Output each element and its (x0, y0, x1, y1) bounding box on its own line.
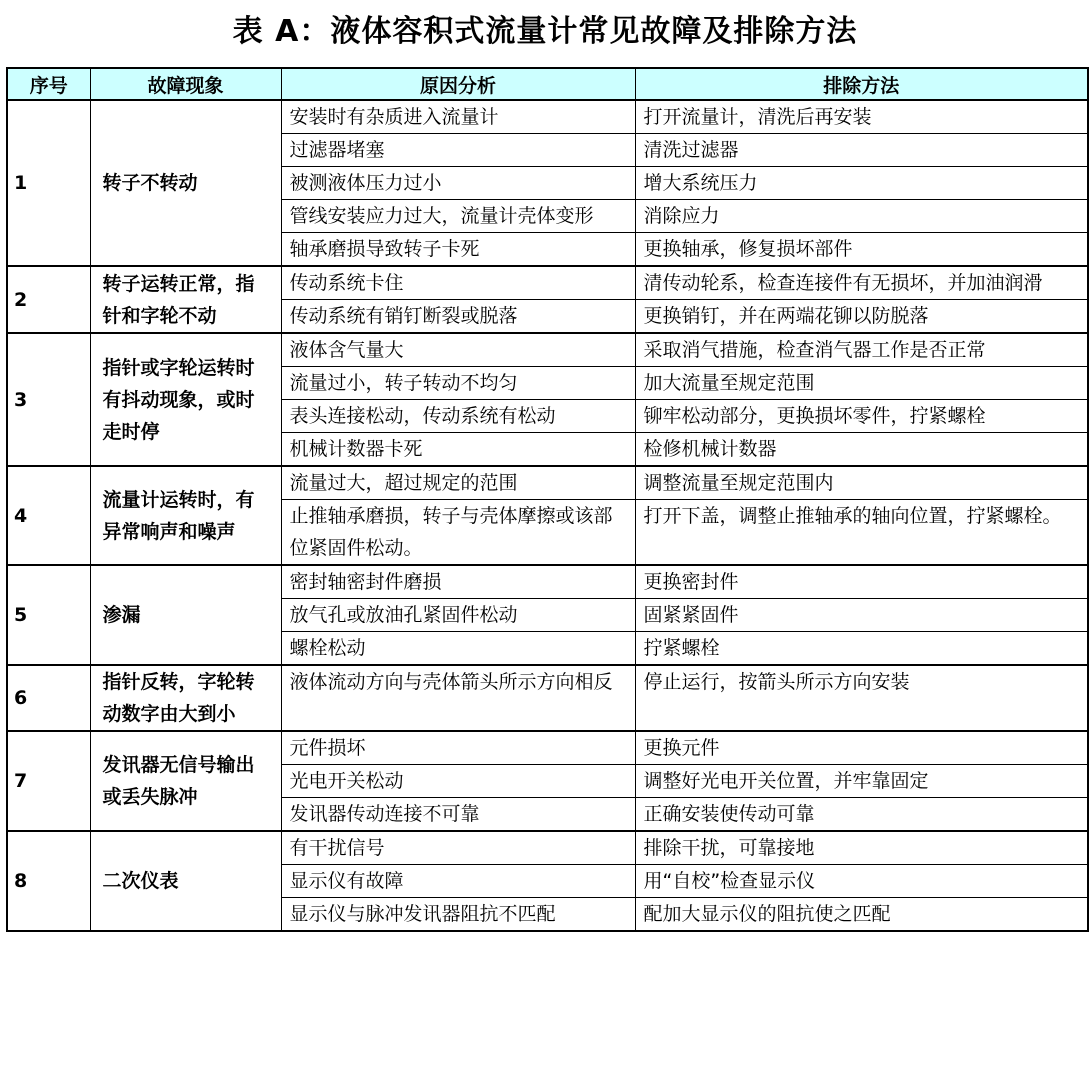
fault-table (6, 67, 1089, 932)
header-seq: 序号 (7, 68, 90, 100)
fix-cell: 调整流量至规定范围内 (635, 466, 1088, 500)
fault-symptom: 转子运转正常，指针和字轮不动 (90, 266, 281, 333)
fault-number: 8 (7, 831, 90, 931)
fault-number: 4 (7, 466, 90, 565)
cause-cell: 轴承磨损导致转子卡死 (281, 233, 635, 267)
fault-number: 2 (7, 266, 90, 333)
cause-cell: 管线安装应力过大，流量计壳体变形 (281, 200, 635, 233)
table-row (7, 333, 1088, 367)
fix-cell: 打开下盖，调整止推轴承的轴向位置，拧紧螺栓。 (635, 500, 1088, 566)
fix-cell: 正确安装使传动可靠 (635, 798, 1088, 832)
cause-cell: 元件损坏 (281, 731, 635, 765)
fault-number: 5 (7, 565, 90, 665)
header-fix: 排除方法 (635, 68, 1088, 100)
cause-cell: 放气孔或放油孔紧固件松动 (281, 599, 635, 632)
cause-cell: 发讯器传动连接不可靠 (281, 798, 635, 832)
cause-cell: 液体流动方向与壳体箭头所示方向相反 (281, 665, 635, 731)
fault-number: 7 (7, 731, 90, 831)
fault-number: 6 (7, 665, 90, 731)
table-header-row (7, 68, 1088, 100)
cause-cell: 光电开关松动 (281, 765, 635, 798)
table-row (7, 831, 1088, 865)
cause-cell: 密封轴密封件磨损 (281, 565, 635, 599)
cause-cell: 过滤器堵塞 (281, 134, 635, 167)
fix-cell: 配加大显示仪的阻抗使之匹配 (635, 898, 1088, 932)
fix-cell: 调整好光电开关位置，并牢靠固定 (635, 765, 1088, 798)
fault-symptom: 转子不转动 (90, 100, 281, 266)
fix-cell: 更换轴承，修复损坏部件 (635, 233, 1088, 267)
fault-symptom: 渗漏 (90, 565, 281, 665)
cause-cell: 流量过小，转子转动不均匀 (281, 367, 635, 400)
table-row (7, 466, 1088, 500)
fix-cell: 增大系统压力 (635, 167, 1088, 200)
cause-cell: 流量过大，超过规定的范围 (281, 466, 635, 500)
cause-cell: 机械计数器卡死 (281, 433, 635, 467)
fix-cell: 消除应力 (635, 200, 1088, 233)
fix-cell: 排除干扰，可靠接地 (635, 831, 1088, 865)
cause-cell: 显示仪与脉冲发讯器阻抗不匹配 (281, 898, 635, 932)
table-row (7, 565, 1088, 599)
fix-cell: 更换销钉，并在两端花铆以防脱落 (635, 300, 1088, 334)
cause-cell: 表头连接松动，传动系统有松动 (281, 400, 635, 433)
fault-number: 3 (7, 333, 90, 466)
table-row (7, 266, 1088, 300)
cause-cell: 安装时有杂质进入流量计 (281, 100, 635, 134)
header-cause: 原因分析 (281, 68, 635, 100)
fix-cell: 固紧紧固件 (635, 599, 1088, 632)
cause-cell: 液体含气量大 (281, 333, 635, 367)
cause-cell: 显示仪有故障 (281, 865, 635, 898)
fault-symptom: 二次仪表 (90, 831, 281, 931)
fault-symptom: 指针或字轮运转时有抖动现象，或时走时停 (90, 333, 281, 466)
cause-cell: 有干扰信号 (281, 831, 635, 865)
fix-cell: 拧紧螺栓 (635, 632, 1088, 666)
fix-cell: 铆牢松动部分，更换损坏零件，拧紧螺栓 (635, 400, 1088, 433)
page-title: 表 A：液体容积式流量计常见故障及排除方法 (232, 14, 858, 49)
table-row (7, 665, 1088, 731)
cause-cell: 止推轴承磨损，转子与壳体摩擦或该部位紧固件松动。 (281, 500, 635, 566)
fix-cell: 用“自校”检查显示仪 (635, 865, 1088, 898)
fix-cell: 清传动轮系，检查连接件有无损坏，并加油润滑 (635, 266, 1088, 300)
fix-cell: 清洗过滤器 (635, 134, 1088, 167)
fault-symptom: 发讯器无信号输出或丢失脉冲 (90, 731, 281, 831)
fix-cell: 加大流量至规定范围 (635, 367, 1088, 400)
fix-cell: 检修机械计数器 (635, 433, 1088, 467)
fix-cell: 停止运行，按箭头所示方向安装 (635, 665, 1088, 731)
fix-cell: 更换元件 (635, 731, 1088, 765)
cause-cell: 传动系统有销钉断裂或脱落 (281, 300, 635, 334)
header-symptom: 故障现象 (90, 68, 281, 100)
fault-symptom: 指针反转，字轮转动数字由大到小 (90, 665, 281, 731)
fault-symptom: 流量计运转时，有异常响声和噪声 (90, 466, 281, 565)
fix-cell: 采取消气措施，检查消气器工作是否正常 (635, 333, 1088, 367)
fix-cell: 打开流量计，清洗后再安装 (635, 100, 1088, 134)
cause-cell: 螺栓松动 (281, 632, 635, 666)
fault-number: 1 (7, 100, 90, 266)
table-row (7, 731, 1088, 765)
table-row (7, 100, 1088, 134)
cause-cell: 被测液体压力过小 (281, 167, 635, 200)
cause-cell: 传动系统卡住 (281, 266, 635, 300)
fix-cell: 更换密封件 (635, 565, 1088, 599)
